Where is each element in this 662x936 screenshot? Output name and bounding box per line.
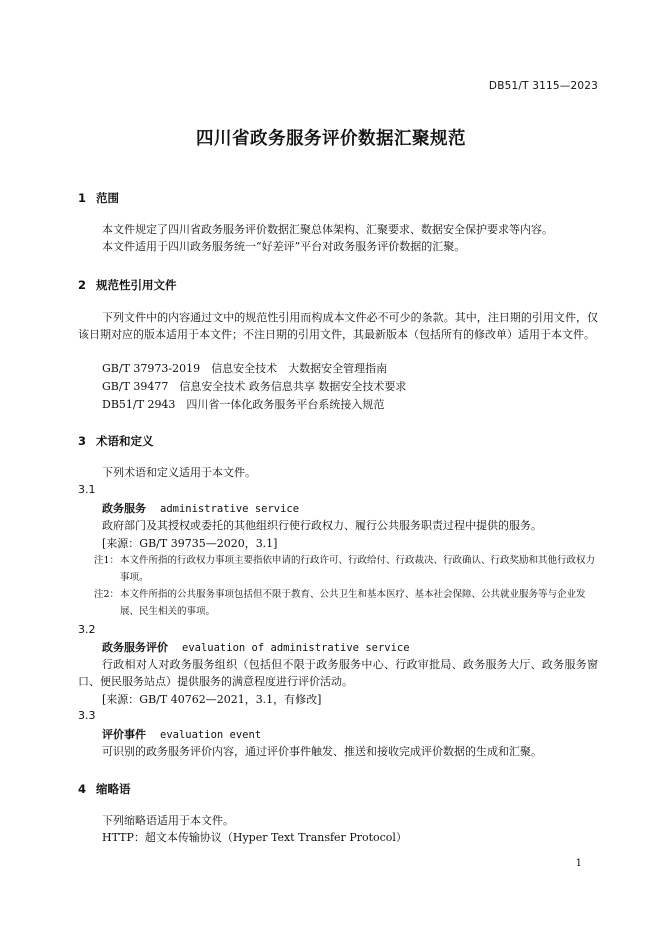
scope-paragraph-1: 本文件规定了四川省政务服务评价数据汇聚总体架构、汇聚要求、数据安全保护要求等内容。 — [102, 223, 553, 236]
section-title: 范围 — [96, 191, 119, 205]
section-number: 1 — [78, 191, 87, 205]
term-chinese: 政务服务 — [102, 502, 146, 515]
reference-item: GB/T 39477 信息安全技术 政务信息共享 数据安全技术要求 — [102, 380, 407, 393]
term-entry — [102, 639, 410, 655]
note-label: 注2： — [94, 589, 120, 600]
term-definition: 政府部门及其授权或委托的其他组织行使行政权力、履行公共服务职责过程中提供的服务。 — [102, 519, 542, 532]
section-1-heading — [78, 190, 119, 206]
term-entry — [102, 726, 261, 742]
reference-item: GB/T 37973-2019 信息安全技术 大数据安全管理指南 — [102, 362, 388, 375]
section-2-heading — [78, 277, 177, 293]
section-title: 缩略语 — [96, 782, 131, 796]
section-title: 规范性引用文件 — [96, 278, 177, 292]
page-number: 1 — [575, 858, 582, 869]
section-title: 术语和定义 — [96, 434, 154, 448]
term-english: administrative service — [160, 503, 300, 515]
term-source: [来源：GB/T 39735—2020，3.1] — [102, 537, 278, 550]
term-number: 3.3 — [78, 709, 96, 722]
terms-intro: 下列术语和定义适用于本文件。 — [102, 466, 256, 479]
note-text: 本文件所指的行政权力事项主要指依申请的行政许可、行政给付、行政裁决、行政确认、行政奖励和其他行政权力事项。 — [120, 555, 596, 583]
term-english: evaluation of administrative service — [182, 642, 410, 654]
section-number: 3 — [78, 434, 87, 448]
term-english: evaluation event — [160, 729, 262, 741]
abbreviation-http: HTTP：超文本传输协议（Hyper Text Transfer Protocol） — [102, 831, 407, 844]
term-note — [94, 552, 598, 586]
term-chinese: 评价事件 — [102, 728, 146, 741]
standard-code: DB51/T 3115—2023 — [488, 80, 598, 92]
document-title: 四川省政务服务评价数据汇聚规范 — [196, 129, 466, 149]
note-text: 本文件所指的公共服务事项包括但不限于教育、公共卫生和基本医疗、基本社会保障、公共就业服务等与企业发展、民生相关的事项。 — [120, 589, 586, 617]
scope-paragraph-2: 本文件适用于四川政务服务统一“好差评”平台对政务服务评价数据的汇聚。 — [102, 240, 466, 253]
section-number: 4 — [78, 782, 87, 796]
term-source: [来源：GB/T 40762—2021，3.1，有修改] — [102, 693, 322, 706]
section-number: 2 — [78, 278, 87, 292]
abbreviations-intro: 下列缩略语适用于本文件。 — [102, 814, 234, 827]
term-number: 3.2 — [78, 623, 96, 636]
term-number: 3.1 — [78, 483, 96, 496]
note-label: 注1： — [94, 555, 120, 566]
reference-item: DB51/T 2943 四川省一体化政务服务平台系统接入规范 — [102, 398, 385, 411]
references-intro: 下列文件中的内容通过文中的规范性引用而构成本文件必不可少的条款。其中，注日期的引用文件，仅该日期对应的版本适用于本文件；不注日期的引用文件，其最新版本（包括所有的修改单）适用于本文件。 — [78, 311, 598, 341]
term-definition: 可识别的政务服务评价内容，通过评价事件触发、推送和接收完成评价数据的生成和汇聚。 — [102, 745, 542, 758]
term-definition: 行政相对人对政务服务组织（包括但不限于政务服务中心、行政审批局、政务服务大厅、政务服务窗口、便民服务站点）提供服务的满意程度进行评价活动。 — [78, 658, 598, 688]
term-chinese: 政务服务评价 — [102, 641, 168, 654]
section-4-heading — [78, 781, 131, 797]
term-entry — [102, 500, 299, 516]
term-note — [94, 586, 598, 620]
section-3-heading — [78, 433, 154, 449]
